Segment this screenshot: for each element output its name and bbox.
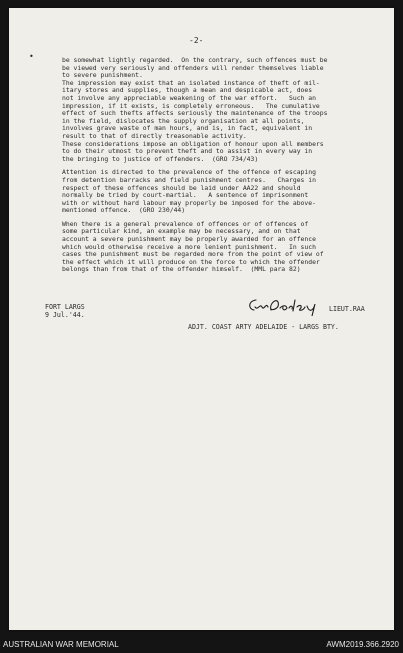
margin-mark: • bbox=[29, 52, 34, 61]
text-line: itary stores and supplies, though a mean and despicable act, does bbox=[62, 86, 313, 95]
text-line: cases the punishment must be regarded more from the point of view of bbox=[62, 250, 324, 259]
paragraph bbox=[62, 221, 397, 274]
institution-name: AUSTRALIAN WAR MEMORIAL bbox=[3, 640, 119, 649]
text-line: from detention barracks and field punishment centres. Charges in bbox=[62, 175, 316, 184]
text-line: be viewed very seriously and offenders will render themselves liable bbox=[62, 63, 324, 72]
text-line: Attention is directed to the prevalence of the offence of escaping bbox=[62, 168, 316, 177]
text-line: The impression may exist that an isolated instance of theft of mil- bbox=[62, 78, 320, 87]
date: 9 Jul.'44. bbox=[45, 311, 85, 319]
accession-number: AWM2019.366.2920 bbox=[326, 640, 399, 649]
text-line: not involve any appreciable weakening of the war effort. Such an bbox=[62, 93, 316, 102]
document-body bbox=[62, 57, 397, 274]
paragraph bbox=[62, 169, 397, 215]
text-line: account a severe punishment may be properly awarded for an offence bbox=[62, 235, 316, 244]
paragraph bbox=[62, 57, 397, 80]
text-line: to severe punishment. bbox=[62, 71, 143, 80]
archive-footer bbox=[0, 638, 403, 653]
text-line: When there is a general prevalence of offences or of offences of bbox=[62, 219, 309, 228]
text-line: These considerations impose an obligation of honour upon all members bbox=[62, 139, 324, 148]
text-line: in the field, dislocates the supply organisation at all points, bbox=[62, 116, 305, 125]
text-line: involves grave waste of man hours, and is, in fact, equivalent in bbox=[62, 124, 313, 133]
document-page bbox=[9, 8, 394, 630]
place: FORT LARGS bbox=[45, 303, 85, 311]
text-line: impression, if it exists, is completely erroneous. The cumulative bbox=[62, 101, 320, 110]
text-line: be somewhat lightly regarded. On the contrary, such offences must be bbox=[62, 56, 328, 64]
text-line: mentioned offence. (GRO 230/44) bbox=[62, 206, 186, 215]
text-line: to do their utmost to prevent theft and to assist in every way in bbox=[62, 147, 313, 156]
text-line: with or without hard labour may properly be imposed for the above- bbox=[62, 198, 316, 207]
page-number: -2- bbox=[189, 36, 204, 45]
text-line: respect of these offences should be laid under AA22 and should bbox=[62, 183, 301, 192]
text-line: which would otherwise receive a more lenient punishment. In such bbox=[62, 242, 316, 251]
text-line: result to that of directly treasonable activity. bbox=[62, 131, 247, 140]
text-line: some particular kind, an example may be necessary, and on that bbox=[62, 227, 301, 236]
text-line: the bringing to justice of offenders. (GRO 734/43) bbox=[62, 154, 259, 163]
handwritten-signature bbox=[245, 296, 321, 316]
text-line: the effect which it will produce on the force to which the offender bbox=[62, 257, 320, 266]
paragraph bbox=[62, 80, 397, 164]
rank: LIEUT.RAA bbox=[329, 305, 365, 313]
text-line: effect of such thefts affects seriously the maintenance of the troops bbox=[62, 109, 328, 118]
text-line: belongs than from that of the offender himself. (MML para 82) bbox=[62, 265, 301, 274]
text-line: normally be tried by court-martial. A sentence of imprisonment bbox=[62, 191, 309, 200]
appointment: ADJT. COAST ARTY ADELAIDE - LARGS BTY. bbox=[188, 323, 339, 331]
